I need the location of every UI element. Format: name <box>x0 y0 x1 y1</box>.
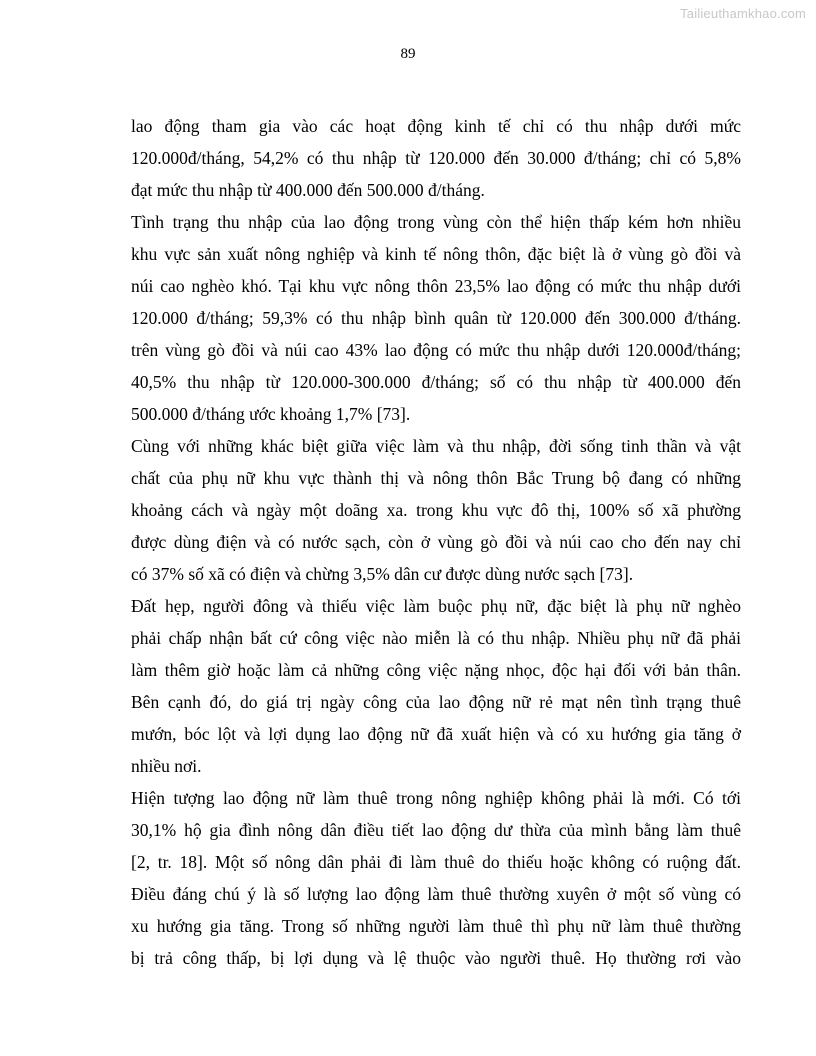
text-line: chất của phụ nữ khu vực thành thị và nông thôn Bắc Trung bộ đang có những <box>131 468 741 488</box>
text-line: có 37% số xã có điện và chừng 3,5% dân cư được dùng nước sạch [73]. <box>131 564 634 584</box>
paragraph-4 <box>131 590 741 782</box>
text-line: núi cao nghèo khó. Tại khu vực nông thôn 23,5% lao động có mức thu nhập dưới <box>131 276 741 296</box>
text-line: nhiều nơi. <box>131 756 202 776</box>
text-line: được dùng điện và có nước sạch, còn ở vùng gò đồi và núi cao cho đến nay chỉ <box>131 532 741 552</box>
text-line: Hiện tượng lao động nữ làm thuê trong nông nghiệp không phải là mới. Có tới <box>131 788 741 808</box>
text-line: khu vực sản xuất nông nghiệp và kinh tế nông thôn, đặc biệt là ở vùng gò đồi và <box>131 244 741 264</box>
text-line: Đất hẹp, người đông và thiếu việc làm buộc phụ nữ, đặc biệt là phụ nữ nghèo <box>131 596 741 616</box>
text-line: Tình trạng thu nhập của lao động trong vùng còn thể hiện thấp kém hơn nhiều <box>131 212 741 232</box>
text-line: Bên cạnh đó, do giá trị ngày công của lao động nữ rẻ mạt nên tình trạng thuê <box>131 692 741 712</box>
text-line: 120.000đ/tháng, 54,2% có thu nhập từ 120.000 đến 30.000 đ/tháng; chỉ có 5,8% <box>131 148 741 168</box>
text-line: 40,5% thu nhập từ 120.000-300.000 đ/tháng; số có thu nhập từ 400.000 đến <box>131 372 741 392</box>
text-line: Cùng với những khác biệt giữa việc làm và thu nhập, đời sống tinh thần và vật <box>131 436 741 456</box>
paragraph-2 <box>131 206 741 430</box>
text-line: [2, tr. 18]. Một số nông dân phải đi làm thuê do thiếu hoặc không có ruộng đất. <box>131 852 741 872</box>
text-line: xu hướng gia tăng. Trong số những người làm thuê thì phụ nữ làm thuê thường <box>131 916 741 936</box>
text-line: trên vùng gò đồi và núi cao 43% lao động có mức thu nhập dưới 120.000đ/tháng; <box>131 340 741 360</box>
body-text <box>131 110 741 974</box>
text-line: khoảng cách và ngày một doãng xa. trong khu vực đô thị, 100% số xã phường <box>131 500 741 520</box>
text-line: lao động tham gia vào các hoạt động kinh tế chỉ có thu nhập dưới mức <box>131 116 741 136</box>
text-line: bị trả công thấp, bị lợi dụng và lệ thuộc vào người thuê. Họ thường rơi vào <box>131 948 741 968</box>
text-line: 500.000 đ/tháng ước khoảng 1,7% [73]. <box>131 404 411 424</box>
text-line: Điều đáng chú ý là số lượng lao động làm thuê thường xuyên ở một số vùng có <box>131 884 741 904</box>
paragraph-5 <box>131 782 741 974</box>
page-number: 89 <box>400 46 416 62</box>
paragraph-3 <box>131 430 741 590</box>
paragraph-1 <box>131 110 741 206</box>
text-line: đạt mức thu nhập từ 400.000 đến 500.000 đ/tháng. <box>131 180 485 200</box>
watermark: Tailieuthamkhao.com <box>680 6 806 21</box>
text-line: 30,1% hộ gia đình nông dân điều tiết lao động dư thừa của mình bằng làm thuê <box>131 820 741 840</box>
text-line: làm thêm giờ hoặc làm cả những công việc nặng nhọc, độc hại đối với bản thân. <box>131 660 741 680</box>
text-line: 120.000 đ/tháng; 59,3% có thu nhập bình quân từ 120.000 đến 300.000 đ/tháng. <box>131 308 741 328</box>
text-line: mướn, bóc lột và lợi dụng lao động nữ đã xuất hiện và có xu hướng gia tăng ở <box>131 724 741 744</box>
text-line: phải chấp nhận bất cứ công việc nào miễn là có thu nhập. Nhiều phụ nữ đã phải <box>131 628 741 648</box>
